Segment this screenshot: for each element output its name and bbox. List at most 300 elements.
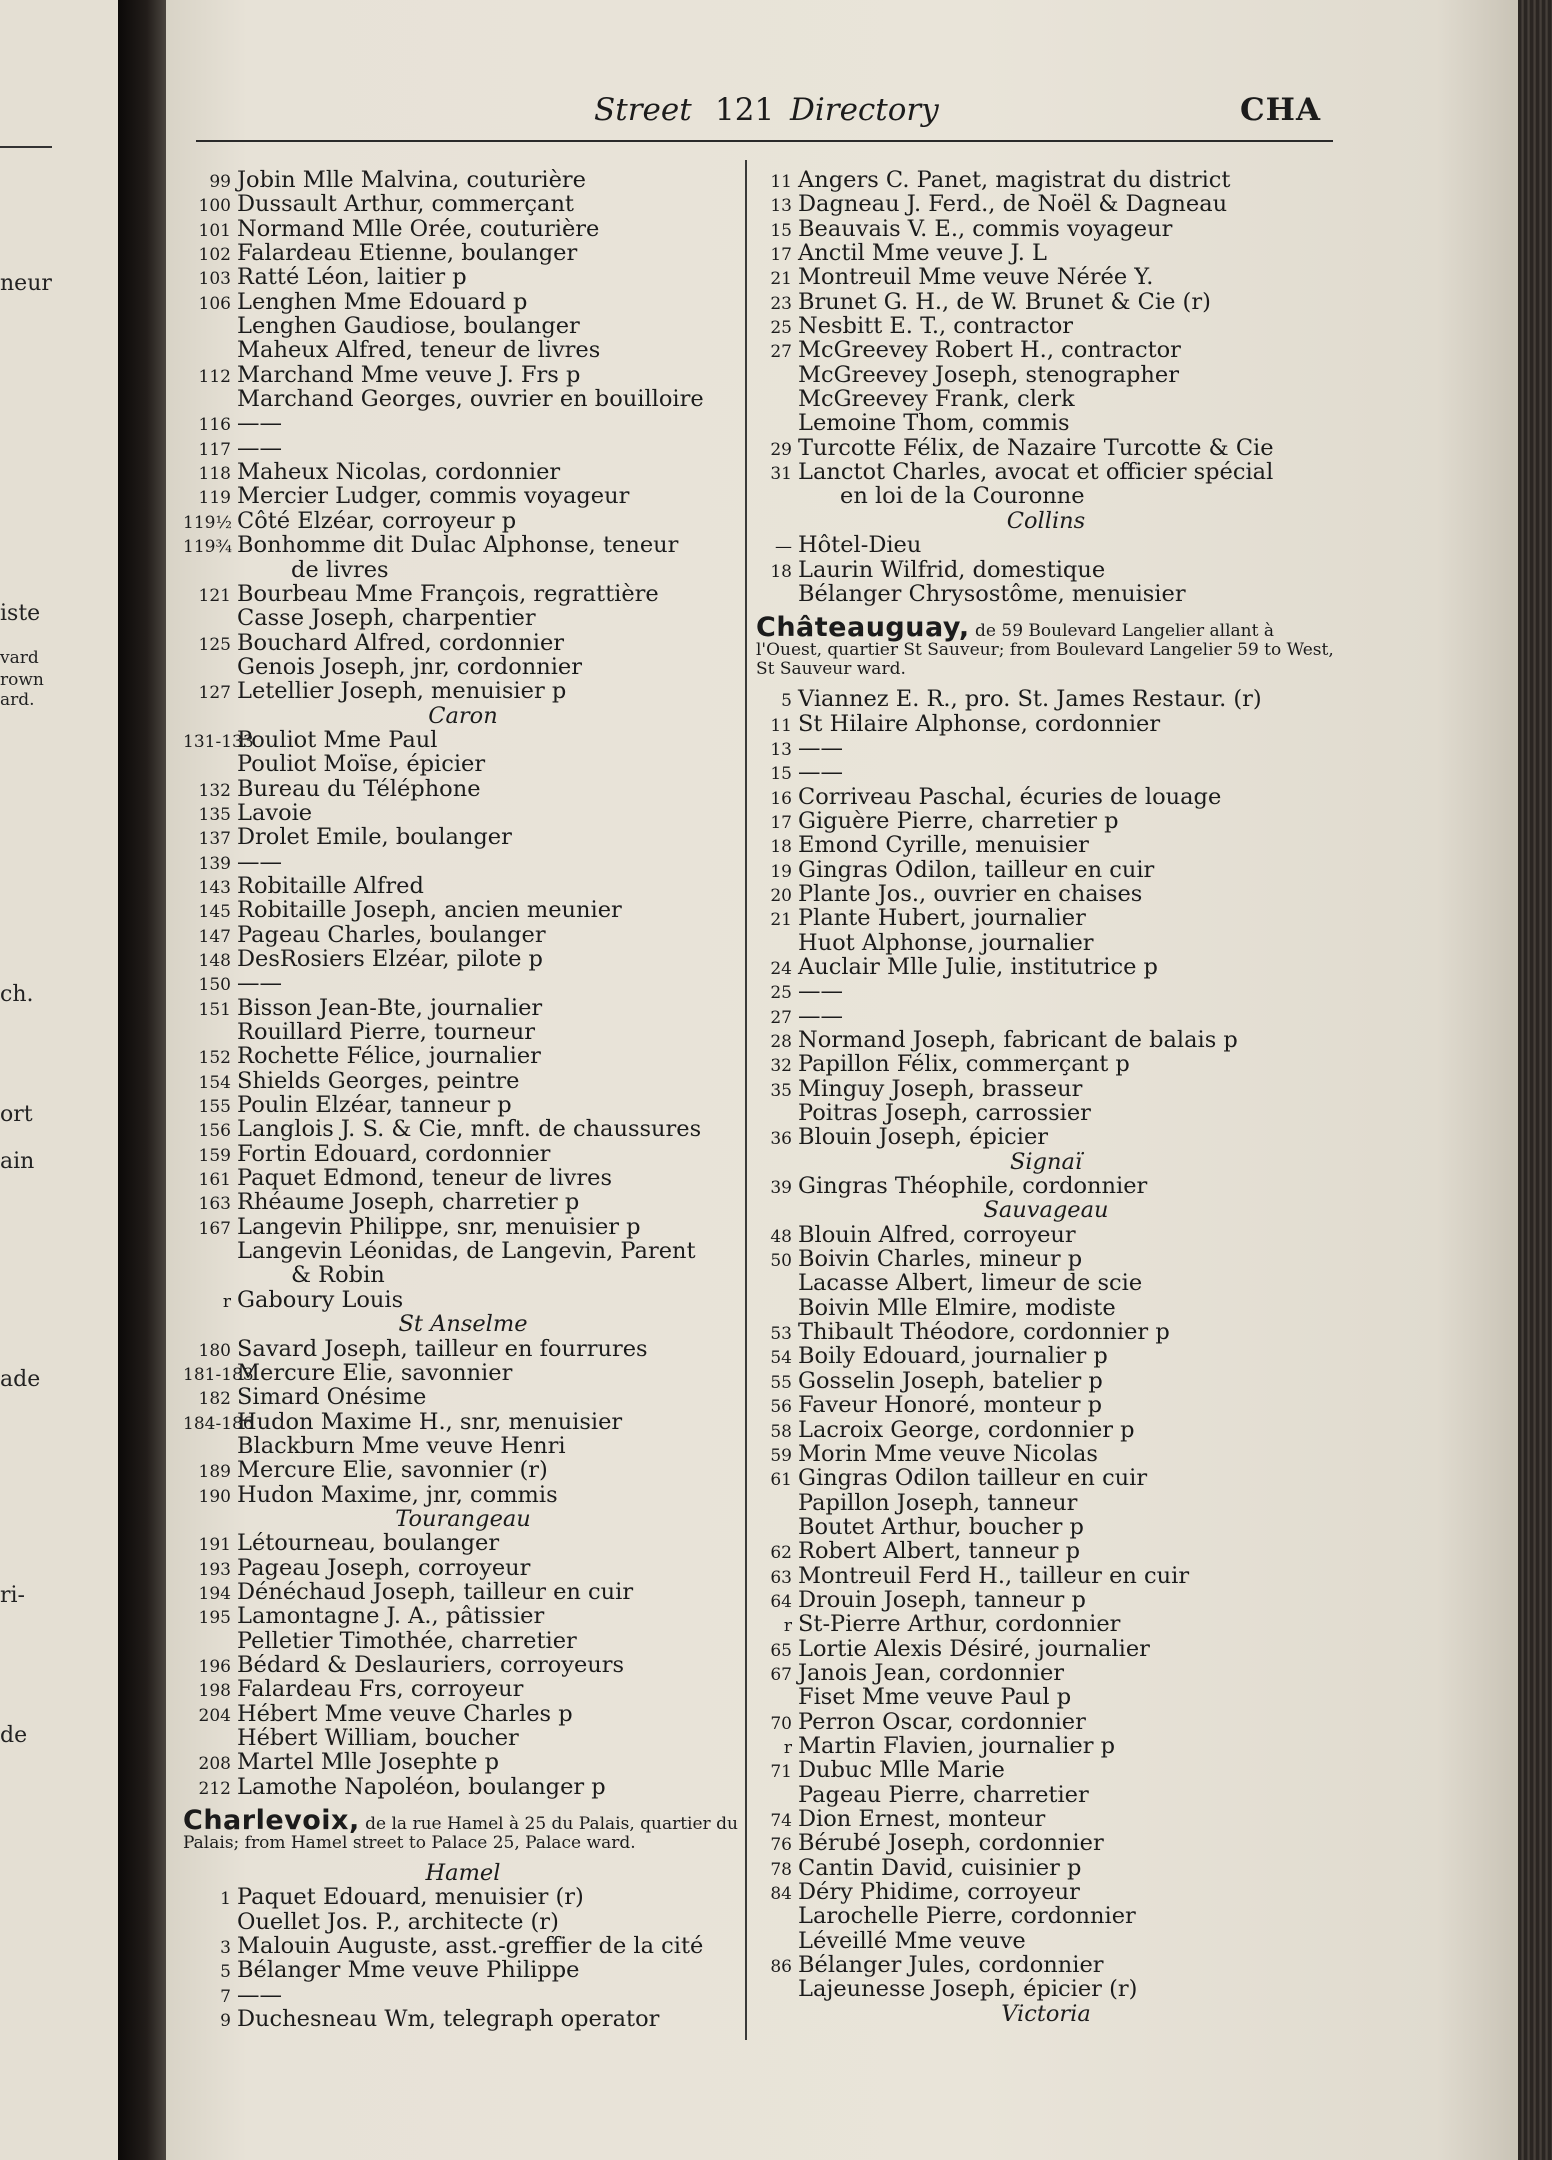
- cross-street: Hamel: [425, 1860, 501, 1887]
- entry-text: Normand Mlle Orée, couturière: [237, 215, 600, 242]
- house-number: —: [775, 537, 792, 558]
- entry-text: Lajeunesse Joseph, épicier (r): [798, 1976, 1138, 2003]
- entry-text: Dussault Arthur, commerçant: [237, 191, 574, 218]
- house-number: 125: [198, 634, 231, 655]
- directory-entry: [756, 1223, 1336, 1247]
- previous-page-fragment: [0, 0, 118, 2160]
- entry-text: Genois Joseph, jnr, cordonnier: [237, 653, 583, 680]
- house-number: 39: [770, 1178, 792, 1199]
- house-number: 135: [198, 804, 231, 825]
- directory-entry: [756, 1734, 1336, 1758]
- directory-entry: [756, 687, 1336, 711]
- directory-entry: [756, 1296, 1336, 1320]
- directory-entry: [756, 265, 1336, 289]
- directory-entry: [183, 1093, 743, 1117]
- house-number: 131-133: [183, 731, 254, 752]
- entry-text: Pouliot Moïse, épicier: [237, 751, 486, 778]
- entry-text: Léveillé Mme veuve: [798, 1927, 1026, 1954]
- entry-text: Blouin Alfred, corroyeur: [798, 1221, 1076, 1248]
- directory-entry: [183, 168, 743, 192]
- entry-text: Bélanger Mme veuve Philippe: [237, 1957, 580, 1984]
- house-number: 62: [770, 1543, 792, 1564]
- entry-text: ——: [237, 848, 282, 875]
- left-column: [183, 168, 743, 2031]
- directory-entry: [183, 582, 743, 606]
- house-number: 18: [770, 561, 792, 582]
- directory-entry: [756, 736, 1336, 760]
- entry-text: ——: [798, 978, 843, 1005]
- house-number: r: [783, 1616, 792, 1637]
- directory-entry: [183, 1166, 743, 1190]
- street-heading-charlevoix: [183, 1805, 743, 1854]
- entry-text: Pouliot Mme Paul: [237, 726, 438, 753]
- directory-entry: [756, 906, 1336, 930]
- house-number: 31: [770, 464, 792, 485]
- entry-text: Mercure Elie, savonnier (r): [237, 1457, 548, 1484]
- house-number: 182: [198, 1389, 231, 1410]
- entry-text: Drouin Joseph, tanneur p: [798, 1586, 1086, 1613]
- directory-entry: [756, 411, 1336, 435]
- house-number: 161: [198, 1170, 231, 1191]
- house-number: 76: [770, 1835, 792, 1856]
- entry-text: Letellier Joseph, menuisier p: [237, 678, 567, 705]
- entry-text: Huot Alphonse, journalier: [798, 929, 1094, 956]
- house-number: 212: [198, 1778, 231, 1799]
- house-number: 11: [770, 172, 792, 192]
- house-number: 25: [770, 318, 792, 339]
- entry-text: Robert Albert, tanneur p: [798, 1538, 1080, 1565]
- entry-text: Fiset Mme veuve Paul p: [798, 1684, 1072, 1711]
- house-number: 67: [770, 1664, 792, 1685]
- entry-text: Hôtel-Dieu: [798, 532, 922, 559]
- directory-entry: [183, 679, 743, 703]
- directory-entry: [183, 1458, 743, 1482]
- entry-text: Falardeau Etienne, boulanger: [237, 240, 578, 267]
- entry-text: Lanctot Charles, avocat et officier spécial: [798, 459, 1274, 486]
- cross-street: Tourangeau: [395, 1505, 531, 1532]
- entry-text: Ouellet Jos. P., architecte (r): [237, 1908, 559, 1935]
- house-number: 1: [220, 1889, 231, 1910]
- entry-text: Pageau Joseph, corroyeur: [237, 1554, 531, 1581]
- directory-entry: [183, 1726, 743, 1750]
- house-number: 208: [198, 1754, 231, 1775]
- entry-text: Janois Jean, cordonnier: [798, 1659, 1065, 1686]
- directory-entry: [756, 833, 1336, 857]
- cross-street: Collins: [1006, 507, 1086, 534]
- directory-entry: [756, 558, 1336, 582]
- header-street: Street: [594, 92, 692, 128]
- entry-text: Lamothe Napoléon, boulanger p: [237, 1773, 606, 1800]
- directory-entry: [756, 1174, 1336, 1198]
- house-number: 70: [770, 1713, 792, 1734]
- house-number: 148: [198, 951, 231, 971]
- directory-entry: [756, 1004, 1336, 1028]
- directory-entry: [756, 1880, 1336, 1904]
- house-number: 119¾: [183, 537, 232, 558]
- house-number: 189: [198, 1462, 231, 1483]
- house-number: 159: [198, 1145, 231, 1166]
- directory-entry: [183, 290, 743, 314]
- entry-text: ——: [237, 434, 282, 461]
- entry-text: Gaboury Louis: [237, 1286, 404, 1313]
- entry-text: Langevin Léonidas, de Langevin, Parent: [237, 1238, 696, 1265]
- house-number: 196: [198, 1656, 231, 1677]
- directory-entry: [183, 2007, 743, 2031]
- header-rule: [196, 140, 1333, 142]
- directory-entry: [756, 1904, 1336, 1928]
- entry-text: Hébert Mme veuve Charles p: [237, 1700, 573, 1727]
- directory-entry: [756, 168, 1336, 192]
- house-number: 59: [770, 1445, 792, 1466]
- house-number: 132: [198, 780, 231, 801]
- directory-entry: [183, 728, 743, 752]
- house-number: 119½: [183, 512, 232, 533]
- directory-entry: [183, 631, 743, 655]
- entry-text: Langlois J. S. & Cie, mnft. de chaussures: [237, 1116, 702, 1143]
- entry-text: DesRosiers Elzéar, pilote p: [237, 946, 543, 972]
- entry-text: Paquet Edmond, teneur de livres: [237, 1165, 613, 1192]
- house-number: 119: [198, 488, 231, 509]
- entry-text: Angers C. Panet, magistrat du district: [798, 167, 1231, 193]
- directory-entry: [183, 1677, 743, 1701]
- entry-text: Larochelle Pierre, cordonnier: [798, 1903, 1136, 1930]
- page-number: 121: [715, 92, 775, 128]
- house-number: 17: [770, 245, 792, 266]
- directory-entry: [183, 850, 743, 874]
- directory-entry: [183, 1434, 743, 1458]
- entry-text: Casse Joseph, charpentier: [237, 605, 536, 632]
- entry-text: Plante Hubert, journalier: [798, 905, 1086, 932]
- entry-text: Dion Ernest, monteur: [798, 1806, 1046, 1832]
- entry-text: Nesbitt E. T., contractor: [798, 313, 1074, 340]
- directory-entry: [756, 314, 1336, 338]
- entry-text: & Robin: [291, 1262, 385, 1289]
- directory-entry: [756, 436, 1336, 460]
- street-description: de la rue Hamel à 25 du Palais, quartier du Palais; from Hamel street to Palace 25, Palace ward.: [183, 1814, 738, 1854]
- directory-entry: [183, 363, 743, 387]
- house-number: 50: [770, 1251, 792, 1272]
- directory-entry: [183, 874, 743, 898]
- directory-entry: [756, 338, 1336, 362]
- house-number: 151: [198, 999, 231, 1020]
- house-number: 78: [770, 1859, 792, 1880]
- house-number: 24: [770, 958, 792, 979]
- directory-entry: [756, 931, 1336, 955]
- house-number: 64: [770, 1591, 792, 1612]
- directory-entry: [183, 1910, 743, 1934]
- entry-text: Pageau Charles, boulanger: [237, 921, 546, 948]
- directory-entry: [183, 314, 743, 338]
- directory-entry: [183, 752, 743, 776]
- house-number: 53: [770, 1324, 792, 1345]
- directory-entry: [756, 712, 1336, 736]
- entry-text: Malouin Auguste, asst.-greffier de la cité: [237, 1933, 704, 1960]
- fragment-text: iste: [0, 601, 41, 626]
- house-number: 154: [198, 1072, 231, 1093]
- entry-text: de livres: [291, 556, 389, 583]
- fragment-text: ch.: [0, 982, 34, 1007]
- directory-entry: [756, 1953, 1336, 1977]
- right-column: [756, 168, 1336, 2026]
- directory-entry: [756, 785, 1336, 809]
- house-number: 191: [198, 1535, 231, 1556]
- directory-entry: [756, 387, 1336, 411]
- house-number: 163: [198, 1194, 231, 1215]
- house-number: 194: [198, 1583, 231, 1604]
- fragment-text: neur: [0, 271, 52, 296]
- house-number: 99: [209, 172, 231, 192]
- directory-entry: [183, 558, 743, 582]
- house-number: 65: [770, 1640, 792, 1661]
- entry-text: Duchesneau Wm, telegraph operator: [237, 2006, 660, 2033]
- directory-entry: [756, 1977, 1336, 2001]
- directory-entry: [756, 1831, 1336, 1855]
- entry-text: Bureau du Téléphone: [237, 775, 481, 802]
- directory-entry: [756, 1052, 1336, 1076]
- directory-entry: [183, 777, 743, 801]
- entry-text: Montreuil Ferd H., tailleur en cuir: [798, 1562, 1190, 1589]
- directory-entry: [756, 1418, 1336, 1442]
- house-number: 3: [220, 1938, 231, 1959]
- house-number: 21: [770, 269, 792, 290]
- entry-text: Turcotte Félix, de Nazaire Turcotte & Cie: [798, 434, 1274, 461]
- directory-entry: [183, 1361, 743, 1385]
- house-number: 17: [770, 812, 792, 833]
- entry-text: Marchand Georges, ouvrier en bouilloire: [237, 386, 704, 413]
- entry-text: Viannez E. R., pro. St. James Restaur. (r): [798, 686, 1262, 713]
- street-name: Charlevoix,: [183, 1805, 360, 1837]
- directory-entry: [756, 1320, 1336, 1344]
- directory-entry: [756, 217, 1336, 241]
- entry-text: Robitaille Joseph, ancien meunier: [237, 897, 622, 924]
- house-number: 181-183: [183, 1364, 254, 1385]
- directory-entry: [183, 1410, 743, 1434]
- directory-entry: [756, 1564, 1336, 1588]
- directory-entry: [183, 606, 743, 630]
- house-number: 7: [220, 1986, 231, 2007]
- house-number: 61: [770, 1470, 792, 1491]
- directory-entry: [183, 1142, 743, 1166]
- directory-entry: [756, 484, 1336, 508]
- house-number: 19: [770, 861, 792, 882]
- entry-text: Pageau Pierre, charretier: [798, 1781, 1089, 1808]
- cross-street: Victoria: [1001, 2000, 1091, 2027]
- house-number: 18: [770, 837, 792, 858]
- entry-text: Beauvais V. E., commis voyageur: [798, 215, 1173, 242]
- house-number: 103: [198, 269, 231, 290]
- house-number: 21: [770, 910, 792, 931]
- entry-text: Thibault Théodore, cordonnier p: [798, 1319, 1170, 1346]
- previous-page-rule: [0, 146, 52, 148]
- house-number: 58: [770, 1421, 792, 1442]
- house-number: 32: [770, 1056, 792, 1077]
- entry-text: Rhéaume Joseph, charretier p: [237, 1189, 580, 1216]
- entry-text: Boutet Arthur, boucher p: [798, 1513, 1084, 1540]
- entry-text: Martin Flavien, journalier p: [798, 1732, 1116, 1759]
- street-description: de 59 Boulevard Langelier allant à l'Ouest, quartier St Sauveur; from Boulevard Langelier 59 to West, St Sauveur ward.: [756, 621, 1334, 680]
- directory-entry: [756, 1661, 1336, 1685]
- fragment-text: ard.: [0, 690, 35, 710]
- entry-text: Ratté Léon, laitier p: [237, 264, 467, 291]
- house-number: 106: [198, 293, 231, 314]
- entry-text: Cantin David, cuisinier p: [798, 1854, 1082, 1881]
- house-number: 147: [198, 926, 231, 947]
- header-tag: CHA: [1240, 92, 1322, 128]
- entry-text: Lenghen Mme Edouard p: [237, 288, 528, 315]
- house-number: 193: [198, 1559, 231, 1580]
- directory-entry: [183, 1934, 743, 1958]
- house-number: 137: [198, 829, 231, 850]
- house-number: 139: [198, 853, 231, 874]
- directory-entry: [183, 1215, 743, 1239]
- street-name: Châteauguay,: [756, 612, 970, 644]
- left-entries: [183, 168, 743, 1799]
- house-number: 15: [770, 220, 792, 241]
- chateauguay-entries: [756, 687, 1336, 2026]
- entry-text: St Hilaire Alphonse, cordonnier: [798, 710, 1161, 737]
- fragment-text: ade: [0, 1367, 41, 1392]
- directory-entry: [756, 1783, 1336, 1807]
- directory-entry: [756, 858, 1336, 882]
- house-number: 145: [198, 902, 231, 923]
- entry-text: Laurin Wilfrid, domestique: [798, 556, 1106, 583]
- entry-text: Blackburn Mme veuve Henri: [237, 1432, 566, 1459]
- entry-text: Bélanger Chrysostôme, menuisier: [798, 580, 1186, 607]
- directory-entry: [756, 1466, 1336, 1490]
- directory-entry: [183, 1385, 743, 1409]
- entry-text: en loi de la Couronne: [840, 483, 1085, 510]
- house-number: 13: [770, 196, 792, 217]
- entry-text: Gingras Théophile, cordonnier: [798, 1173, 1148, 1200]
- entry-text: Montreuil Mme veuve Nérée Y.: [798, 264, 1154, 291]
- house-number: 27: [770, 1007, 792, 1028]
- directory-entry: [183, 1885, 743, 1909]
- directory-entry: [756, 809, 1336, 833]
- house-number: 9: [220, 2011, 231, 2032]
- entry-text: Corriveau Paschal, écuries de louage: [798, 783, 1222, 810]
- house-number: 116: [198, 415, 231, 436]
- directory-entry: [183, 923, 743, 947]
- entry-text: Faveur Honoré, monteur p: [798, 1392, 1103, 1419]
- directory-entry: [756, 1929, 1336, 1953]
- entry-text: ——: [798, 734, 843, 761]
- directory-entry: [756, 1369, 1336, 1393]
- house-number: 71: [770, 1762, 792, 1783]
- directory-entry: [756, 241, 1336, 265]
- entry-text: Hudon Maxime, jnr, commis: [237, 1481, 558, 1508]
- entry-text: Lenghen Gaudiose, boulanger: [237, 313, 580, 340]
- house-number: 74: [770, 1811, 792, 1831]
- entry-text: Shields Georges, peintre: [237, 1067, 520, 1094]
- directory-entry: [756, 290, 1336, 314]
- house-number: 36: [770, 1129, 792, 1150]
- entry-text: Dénéchaud Joseph, tailleur en cuir: [237, 1578, 634, 1605]
- entry-text: Papillon Félix, commerçant p: [798, 1051, 1130, 1078]
- cross-street: Caron: [428, 702, 498, 729]
- house-number: r: [222, 1291, 231, 1312]
- house-number: 63: [770, 1567, 792, 1588]
- directory-entry: [756, 1515, 1336, 1539]
- house-number: 127: [198, 683, 231, 704]
- entry-text: Martel Mlle Josephte p: [237, 1749, 500, 1776]
- book-gutter: [118, 0, 166, 2160]
- house-number: 204: [198, 1705, 231, 1726]
- fragment-text: de: [0, 1723, 28, 1748]
- directory-entry: [183, 1239, 743, 1263]
- fragment-text: ort: [0, 1102, 33, 1127]
- entry-text: Poulin Elzéar, tanneur p: [237, 1092, 512, 1119]
- house-number: 118: [198, 464, 231, 485]
- house-number: 27: [770, 342, 792, 363]
- entry-text: ——: [237, 410, 282, 437]
- house-number: 121: [198, 585, 231, 606]
- directory-entry: [183, 436, 743, 460]
- directory-entry: [183, 1263, 743, 1287]
- entry-text: Rouillard Pierre, tourneur: [237, 1019, 535, 1046]
- house-number: 5: [220, 1962, 231, 1983]
- directory-entry: [183, 509, 743, 533]
- directory-entry: [183, 825, 743, 849]
- entry-text: Lamontagne J. A., pâtissier: [237, 1603, 545, 1630]
- entry-text: Robitaille Alfred: [237, 872, 424, 899]
- entry-text: Lavoie: [237, 799, 313, 826]
- entry-text: Savard Joseph, tailleur en fourrures: [237, 1335, 648, 1362]
- fragment-text: ain: [0, 1149, 35, 1174]
- house-number: 29: [770, 439, 792, 460]
- directory-entry: [183, 1044, 743, 1068]
- entry-text: Bonhomme dit Dulac Alphonse, teneur: [237, 532, 679, 559]
- directory-entry: [756, 582, 1336, 606]
- entry-text: Boivin Charles, mineur p: [798, 1246, 1083, 1273]
- directory-entry: [183, 338, 743, 362]
- entry-text: Dubuc Mlle Marie: [798, 1757, 1005, 1784]
- directory-entry: [756, 1758, 1336, 1782]
- directory-entry: [756, 1491, 1336, 1515]
- directory-entry: [756, 533, 1336, 557]
- house-number: 150: [198, 975, 231, 996]
- entry-text: Simard Onésime: [237, 1384, 427, 1411]
- directory-entry: [183, 947, 743, 971]
- house-number: 180: [198, 1340, 231, 1361]
- directory-entry: [756, 1856, 1336, 1880]
- directory-entry: [756, 1393, 1336, 1417]
- house-number: 112: [198, 366, 231, 387]
- directory-entry: [183, 1190, 743, 1214]
- directory-entry: [183, 1702, 743, 1726]
- fragment-text: rown: [0, 670, 44, 690]
- directory-entry: [756, 1271, 1336, 1295]
- entry-text: Létourneau, boulanger: [237, 1530, 500, 1557]
- directory-entry: [183, 1580, 743, 1604]
- directory-entry: [183, 1531, 743, 1555]
- street-heading-chateauguay: [756, 612, 1336, 680]
- entry-text: Paquet Edouard, menuisier (r): [237, 1884, 584, 1911]
- entry-text: Emond Cyrille, menuisier: [798, 832, 1089, 859]
- entry-text: Papillon Joseph, tanneur: [798, 1489, 1078, 1516]
- house-number: 13: [770, 739, 792, 760]
- entry-text: Marchand Mme veuve J. Frs p: [237, 361, 581, 388]
- entry-text: Gosselin Joseph, batelier p: [798, 1367, 1103, 1394]
- entry-text: Langevin Philippe, snr, menuisier p: [237, 1213, 641, 1240]
- house-number: 20: [770, 885, 792, 906]
- house-number: 35: [770, 1080, 792, 1101]
- directory-entry: [183, 265, 743, 289]
- house-number: 55: [770, 1372, 792, 1393]
- directory-entry: [756, 1612, 1336, 1636]
- directory-entry: [756, 760, 1336, 784]
- entry-text: ——: [798, 759, 843, 786]
- directory-entry: [756, 1539, 1336, 1563]
